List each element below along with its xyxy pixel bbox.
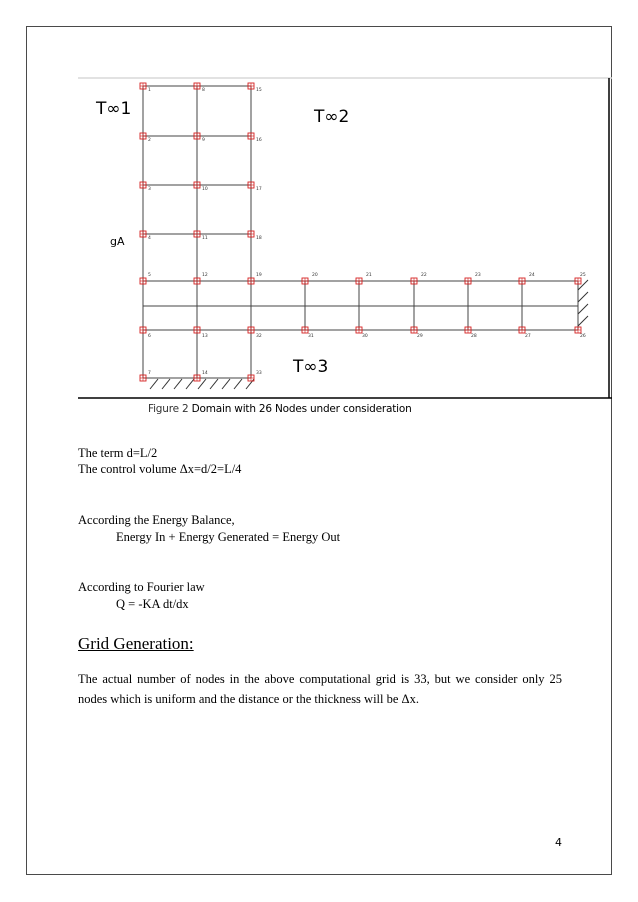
body-paragraph: The actual number of nodes in the above computational grid is 33, but we consider only 25 nodes which is uniform and the distance or the thickness will be Δx. bbox=[78, 672, 562, 706]
node-label: 2 bbox=[148, 138, 151, 143]
page-number: 4 bbox=[555, 836, 562, 849]
node-label: 21 bbox=[366, 273, 372, 278]
node-label: 31 bbox=[308, 334, 314, 339]
node-label: 18 bbox=[256, 236, 262, 241]
node-marker bbox=[194, 327, 200, 333]
node-label: 22 bbox=[421, 273, 427, 278]
node-marker bbox=[140, 375, 146, 381]
node-marker bbox=[302, 327, 308, 333]
node-marker bbox=[248, 182, 254, 188]
node-label: 9 bbox=[202, 138, 205, 143]
node-marker bbox=[140, 83, 146, 89]
node-marker bbox=[465, 327, 471, 333]
node-marker bbox=[465, 278, 471, 284]
node-marker bbox=[519, 278, 525, 284]
domain-figure bbox=[0, 0, 638, 420]
node-label: 20 bbox=[312, 273, 318, 278]
node-marker bbox=[248, 83, 254, 89]
node-marker bbox=[248, 133, 254, 139]
node-marker bbox=[356, 278, 362, 284]
node-label: 26 bbox=[580, 334, 586, 339]
node-label: 5 bbox=[148, 273, 151, 278]
node-marker bbox=[519, 327, 525, 333]
node-marker bbox=[411, 278, 417, 284]
node-label: 14 bbox=[202, 371, 208, 376]
node-label: 30 bbox=[362, 334, 368, 339]
node-marker bbox=[194, 182, 200, 188]
node-marker bbox=[302, 278, 308, 284]
section-heading: Grid Generation: bbox=[78, 634, 194, 653]
fourier-law-intro: According to Fourier law bbox=[78, 580, 205, 594]
control-volume-line: The control volume Δx=d/2=L/4 bbox=[78, 462, 242, 476]
node-marker bbox=[575, 327, 581, 333]
wall-hatch-right bbox=[578, 280, 588, 326]
node-label: 25 bbox=[580, 273, 586, 278]
node-marker bbox=[194, 83, 200, 89]
node-label: 32 bbox=[256, 334, 262, 339]
node-label: 29 bbox=[417, 334, 423, 339]
node-marker bbox=[194, 133, 200, 139]
node-label: 24 bbox=[529, 273, 535, 278]
figure-caption-label: Figure 2 bbox=[148, 403, 189, 415]
node-label: 11 bbox=[202, 236, 208, 241]
node-marker bbox=[140, 133, 146, 139]
node-marker bbox=[194, 375, 200, 381]
term-line: The term d=L/2 bbox=[78, 446, 158, 460]
energy-balance-intro: According the Energy Balance, bbox=[78, 513, 235, 527]
heat-generation-label: gA bbox=[110, 235, 125, 248]
node-label: 16 bbox=[256, 138, 262, 143]
node-label: 27 bbox=[525, 334, 531, 339]
figure-caption-text: Domain with 26 Nodes under consideration bbox=[191, 403, 412, 415]
node-label: 12 bbox=[202, 273, 208, 278]
node-label: 3 bbox=[148, 187, 151, 192]
node-marker bbox=[575, 278, 581, 284]
node-marker bbox=[194, 231, 200, 237]
energy-balance-equation: Energy In + Energy Generated = Energy Out bbox=[116, 530, 341, 544]
node-marker bbox=[140, 278, 146, 284]
node-label: 8 bbox=[202, 88, 205, 93]
node-marker bbox=[411, 327, 417, 333]
node-label: 13 bbox=[202, 334, 208, 339]
node-marker bbox=[140, 327, 146, 333]
node-label: 33 bbox=[256, 371, 262, 376]
node-label: 28 bbox=[471, 334, 477, 339]
node-marker bbox=[194, 278, 200, 284]
grid-lines bbox=[143, 86, 578, 378]
node-marker bbox=[248, 327, 254, 333]
node-label: 1 bbox=[148, 88, 151, 93]
ambient-temp-3-label: T∞3 bbox=[293, 357, 329, 377]
node-label: 6 bbox=[148, 334, 151, 339]
ambient-temp-2-label: T∞2 bbox=[314, 107, 350, 127]
ambient-temp-1-label: T∞1 bbox=[96, 99, 132, 119]
fourier-law-equation: Q = -KA dt/dx bbox=[116, 597, 189, 611]
node-marker bbox=[248, 278, 254, 284]
wall-hatch-bottom bbox=[150, 379, 254, 389]
node-label: 4 bbox=[148, 236, 151, 241]
node-label: 7 bbox=[148, 371, 151, 376]
node-label: 10 bbox=[202, 187, 208, 192]
node-label: 15 bbox=[256, 88, 262, 93]
node-label: 19 bbox=[256, 273, 262, 278]
node-label: 17 bbox=[256, 187, 262, 192]
node-marker bbox=[248, 231, 254, 237]
node-marker bbox=[140, 182, 146, 188]
figure-caption bbox=[148, 403, 412, 415]
node-marker bbox=[140, 231, 146, 237]
node-marker bbox=[356, 327, 362, 333]
node-label: 23 bbox=[475, 273, 481, 278]
